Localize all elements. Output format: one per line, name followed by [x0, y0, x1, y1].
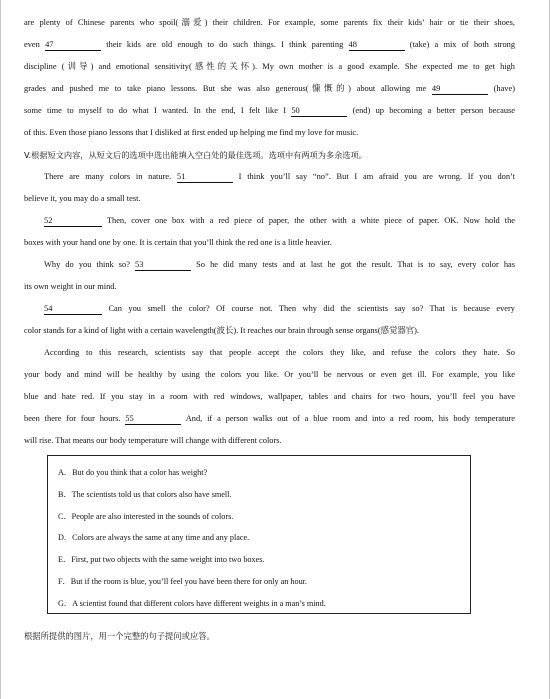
text: even	[24, 40, 46, 49]
paragraph-5-line	[24, 386, 515, 408]
text: been there for four hours.	[24, 414, 126, 423]
option-d: D．Colors are always the same at any time and any place.	[58, 533, 250, 543]
text: (take) a mix of both strong	[404, 40, 515, 49]
option-b: B．The scientists told us that colors also have smell.	[58, 489, 232, 499]
worksheet-content	[24, 12, 515, 452]
text: of this. Even those piano lessons that I disliked at first ended up helping me find my love for music.	[24, 128, 359, 137]
options-box	[47, 455, 471, 614]
text: will rise. That means our body temperature will change with different colors.	[24, 436, 282, 445]
paragraph-2-line	[24, 210, 515, 232]
option-c: C．People are also interested in the sounds of colors.	[58, 511, 234, 521]
text: I think you’ll say “no”. But I am afraid you are wrong. If you don’t	[232, 172, 515, 181]
heading-text: V.根据短文内容，从短文后的选项中选出能填入空白处的最佳选项。选项中有两项为多余选项。	[24, 150, 367, 160]
option-g: G．A scientist found that different colors have different weights in a man’s mind.	[58, 598, 326, 608]
text: According to this research, scientists say that people accept the colors they like, and refuse the colors they hate. So	[44, 348, 515, 357]
text: their kids are old enough to do such things. I think parenting	[101, 40, 349, 49]
section-instruction: 根据所提供的图片，用一个完整的句子提问或应答。	[24, 631, 215, 641]
passage-line	[24, 100, 515, 122]
blank-47[interactable]: 47	[45, 40, 101, 51]
paragraph-5-line	[24, 408, 515, 430]
text: boxes with your hand one by one. It is certain that you’ll think the red one is a little heavier.	[24, 238, 332, 247]
text: And, if a person walks out of a blue room and into a red room, his body temperature	[181, 414, 515, 423]
passage-line	[24, 122, 515, 144]
paragraph-5-line	[24, 342, 515, 364]
paragraph-4-line	[24, 298, 515, 320]
paragraph-1-line	[24, 188, 515, 210]
text: So he did many tests and at last he got the result. That is to say, every color has	[191, 260, 515, 269]
paragraph-5-line	[24, 430, 515, 452]
text: blue and hate red. If you stay in a room with red windows, wallpaper, tables and chairs for two hours, you’ll feel you have	[24, 392, 515, 401]
text: color stands for a kind of light with a certain wavelength(波长). It reaches our brain through sense organs(感觉器官).	[24, 326, 419, 335]
blank-48[interactable]: 48	[349, 40, 405, 51]
blank-53[interactable]: 53	[135, 260, 191, 271]
text: (have)	[487, 84, 515, 93]
text: its own weight in our mind.	[24, 282, 117, 291]
section-v-heading	[24, 144, 515, 166]
blank-54[interactable]: 54	[44, 304, 102, 315]
text: discipline (训导) and emotional sensitivity(感性的关怀). My own mother is a good example. She expected me to get high	[24, 62, 515, 71]
option-f: F．But if the room is blue, you’ll feel you have been there for only an hour.	[58, 576, 307, 586]
blank-50[interactable]: 50	[291, 106, 347, 117]
paragraph-3-line	[24, 276, 515, 298]
blank-49[interactable]: 49	[432, 84, 488, 95]
passage-line	[24, 34, 515, 56]
text: are plenty of Chinese parents who spoil(溺爱) their children. For example, some parents fix their kids’ hair or tie their shoes,	[24, 18, 515, 27]
blank-52[interactable]: 52	[44, 216, 102, 227]
passage-line	[24, 12, 515, 34]
option-e: E．First, put two objects with the same weight into two boxes.	[58, 555, 265, 565]
text: (end) up becoming a better person because	[347, 106, 515, 115]
paragraph-2-line	[24, 232, 515, 254]
passage-line	[24, 56, 515, 78]
blank-51[interactable]: 51	[177, 172, 233, 183]
text: your body and mind will be healthy by using the colors you like. Or you’ll be nervous or even get ill. For example, you like	[24, 370, 515, 379]
text: Why do you think so?	[44, 260, 136, 269]
text: Can you smell the color? Of course not. Then why did the scientists say so? That is because every	[102, 304, 515, 313]
paragraph-3-line	[24, 254, 515, 276]
passage-line	[24, 78, 515, 100]
text: grades and pushed me to take piano lessons. But she was also generous(慷慨的) about allowing me	[24, 84, 432, 93]
option-a: A．But do you think that a color has weight?	[58, 468, 208, 477]
text: Then, cover one box with a red piece of paper, the other with a white piece of paper. OK. Now hold the	[102, 216, 515, 225]
blank-55[interactable]: 55	[125, 414, 181, 425]
paragraph-4-line	[24, 320, 515, 342]
text: some time to myself to do what I wanted. In the end, I felt like I	[24, 106, 292, 115]
text: believe it, you may do a small test.	[24, 194, 141, 203]
paragraph-1-line	[24, 166, 515, 188]
paragraph-5-line	[24, 364, 515, 386]
page-left-border	[0, 0, 1, 699]
text: There are many colors in nature.	[44, 172, 177, 181]
